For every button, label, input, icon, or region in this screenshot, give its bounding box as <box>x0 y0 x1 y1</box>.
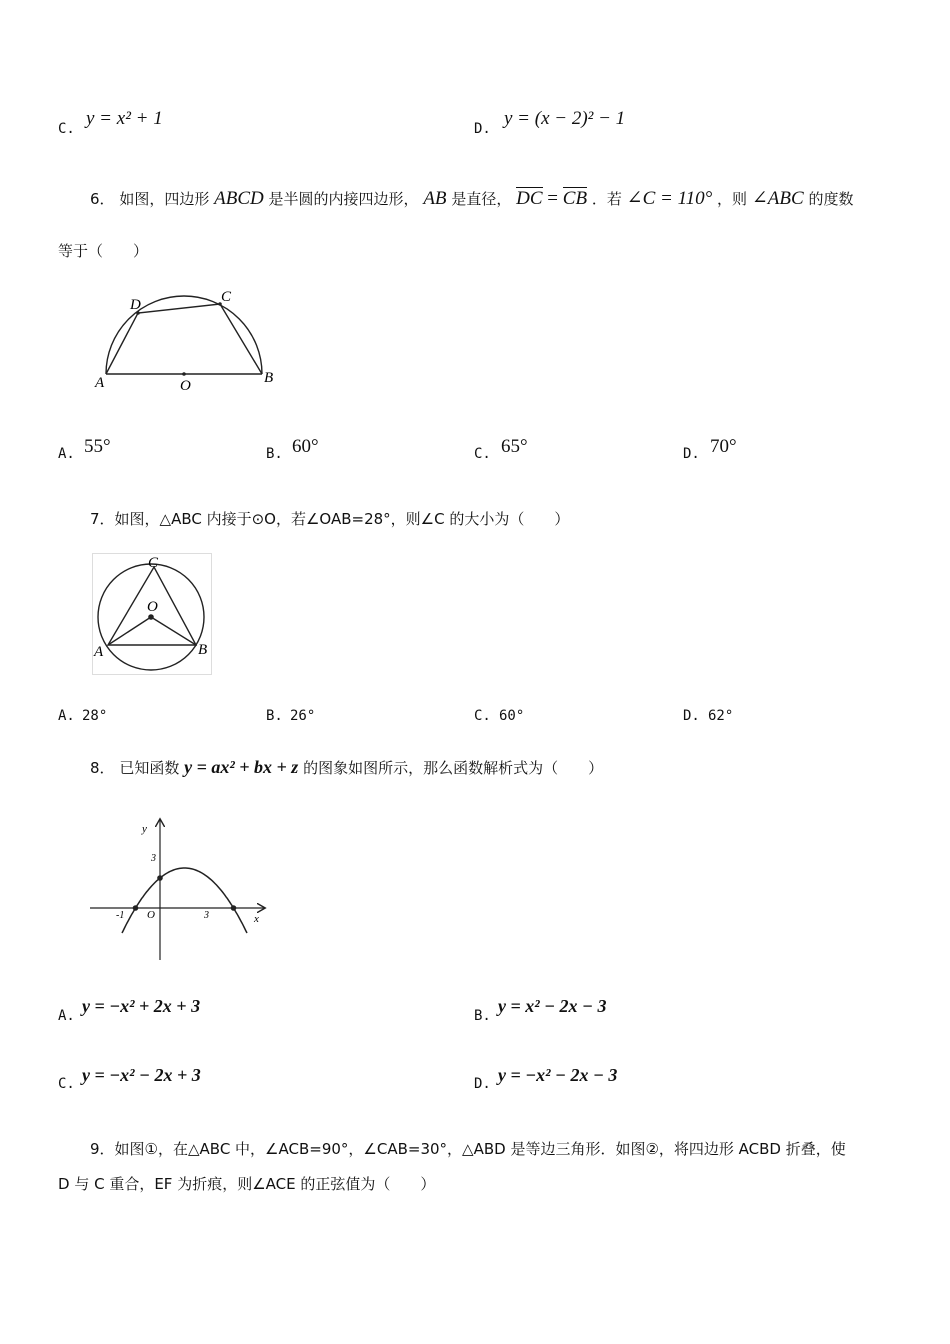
q8-label-neg1: -1 <box>116 910 125 921</box>
q5-option-c-label: C. <box>58 121 75 137</box>
q8-option-c-formula: y = −x² − 2x + 3 <box>82 1065 201 1085</box>
q6-option-c-label: C. <box>474 446 491 462</box>
q6-quadrilateral: ABCD <box>214 188 264 209</box>
q8-option-b-label: B. <box>474 1008 491 1024</box>
q6-text-mid1: 是半圆的内接四边形， <box>268 190 419 208</box>
q6-label-c: C <box>221 289 232 305</box>
q8-text-post: 的图象如图所示，那么函数解析式为（ ） <box>303 759 604 777</box>
q6-text-post: 的度数 <box>808 190 854 208</box>
q6-option-d-value: 70° <box>710 436 737 457</box>
q5-option-c-formula: y = x² + 1 <box>86 108 163 129</box>
q8-option-a-label: A. <box>58 1008 75 1024</box>
q6-text-mid4: ，则 <box>717 190 748 208</box>
q6-option-a-label: A. <box>58 446 75 462</box>
q7-label-b: B <box>198 642 208 658</box>
q7-option-d-value: 62° <box>708 708 734 724</box>
q5-option-d-formula: y = (x − 2)² − 1 <box>504 108 626 129</box>
q6-stem-line2: 等于（ ） <box>58 242 149 260</box>
q8-point-3 <box>231 905 237 911</box>
q6-number: 6． <box>90 190 115 208</box>
q8-function: y = ax² + bx + z <box>184 757 299 777</box>
q7-circle-figure <box>92 553 212 675</box>
q6-text-pre: 如图，四边形 <box>119 190 210 208</box>
q9-stem-line2: D 与 C 重合，EF 为折痕，则∠ACE 的正弦值为（ ） <box>58 1175 436 1193</box>
q8-label-3y: 3 <box>151 853 156 864</box>
q8-parabola-curve <box>122 868 247 933</box>
q6-arc-dc: DC <box>516 188 543 209</box>
q7-option-b-label: B. <box>266 708 283 724</box>
q6-arc-equal: = <box>547 188 559 209</box>
q7-label-a: A <box>94 644 104 660</box>
q8-option-b-formula: y = x² − 2x − 3 <box>498 996 607 1016</box>
q6-text-mid2: 是直径， <box>451 190 512 208</box>
q7-option-b-value: 26° <box>290 708 316 724</box>
q6-option-a-value: 55° <box>84 436 111 457</box>
q7-option-d-label: D. <box>683 708 700 724</box>
q6-target-angle: ∠ABC <box>751 188 804 209</box>
q6-label-b: B <box>264 370 274 386</box>
q6-option-b-label: B. <box>266 446 283 462</box>
q6-option-b-value: 60° <box>292 436 319 457</box>
q9-stem-line1: 9．如图①，在△ABC 中，∠ACB=90°，∠CAB=30°，△ABD 是等边三角形．如图②，将四边形 ACBD 折叠，使 <box>90 1140 846 1158</box>
q7-option-c-label: C. <box>474 708 491 724</box>
q7-option-a-value: 28° <box>82 708 108 724</box>
q8-option-a-formula: y = −x² + 2x + 3 <box>82 996 201 1016</box>
q6-arc-cb: CB <box>562 188 588 209</box>
q8-number: 8． <box>90 759 115 777</box>
q8-option-d-formula: y = −x² − 2x − 3 <box>498 1065 618 1085</box>
q6-label-o: O <box>180 378 191 394</box>
q8-option-c-label: C. <box>58 1076 75 1092</box>
q6-option-c-value: 65° <box>501 436 528 457</box>
q8-stem <box>90 757 603 778</box>
q7-option-c-value: 60° <box>499 708 525 724</box>
q8-point-y3 <box>157 875 163 881</box>
q8-label-origin: O <box>147 909 155 921</box>
q8-label-y: y <box>142 823 147 835</box>
q8-parabola-graph <box>88 815 273 965</box>
q8-option-d-label: D. <box>474 1076 491 1092</box>
q6-label-d: D <box>130 297 141 313</box>
q8-label-3x: 3 <box>204 910 209 921</box>
q6-stem-line1 <box>90 187 853 210</box>
q6-semicircle-figure <box>90 285 290 395</box>
q7-label-o: O <box>147 599 158 615</box>
q8-label-x: x <box>254 913 259 925</box>
q6-label-a: A <box>95 375 105 391</box>
q8-text-pre: 已知函数 <box>119 759 180 777</box>
q7-stem: 7．如图，△ABC 内接于⊙O，若∠OAB=28°，则∠C 的大小为（ ） <box>90 510 570 528</box>
q7-option-a-label: A. <box>58 708 75 724</box>
q6-diameter: AB <box>423 188 447 209</box>
q6-condition: ∠C = 110° <box>626 188 713 209</box>
q8-point-neg1 <box>133 905 139 911</box>
q7-label-c: C <box>148 555 159 571</box>
q5-option-d-label: D. <box>474 121 491 137</box>
q6-text-mid3: ．若 <box>591 190 622 208</box>
q6-option-d-label: D. <box>683 446 700 462</box>
